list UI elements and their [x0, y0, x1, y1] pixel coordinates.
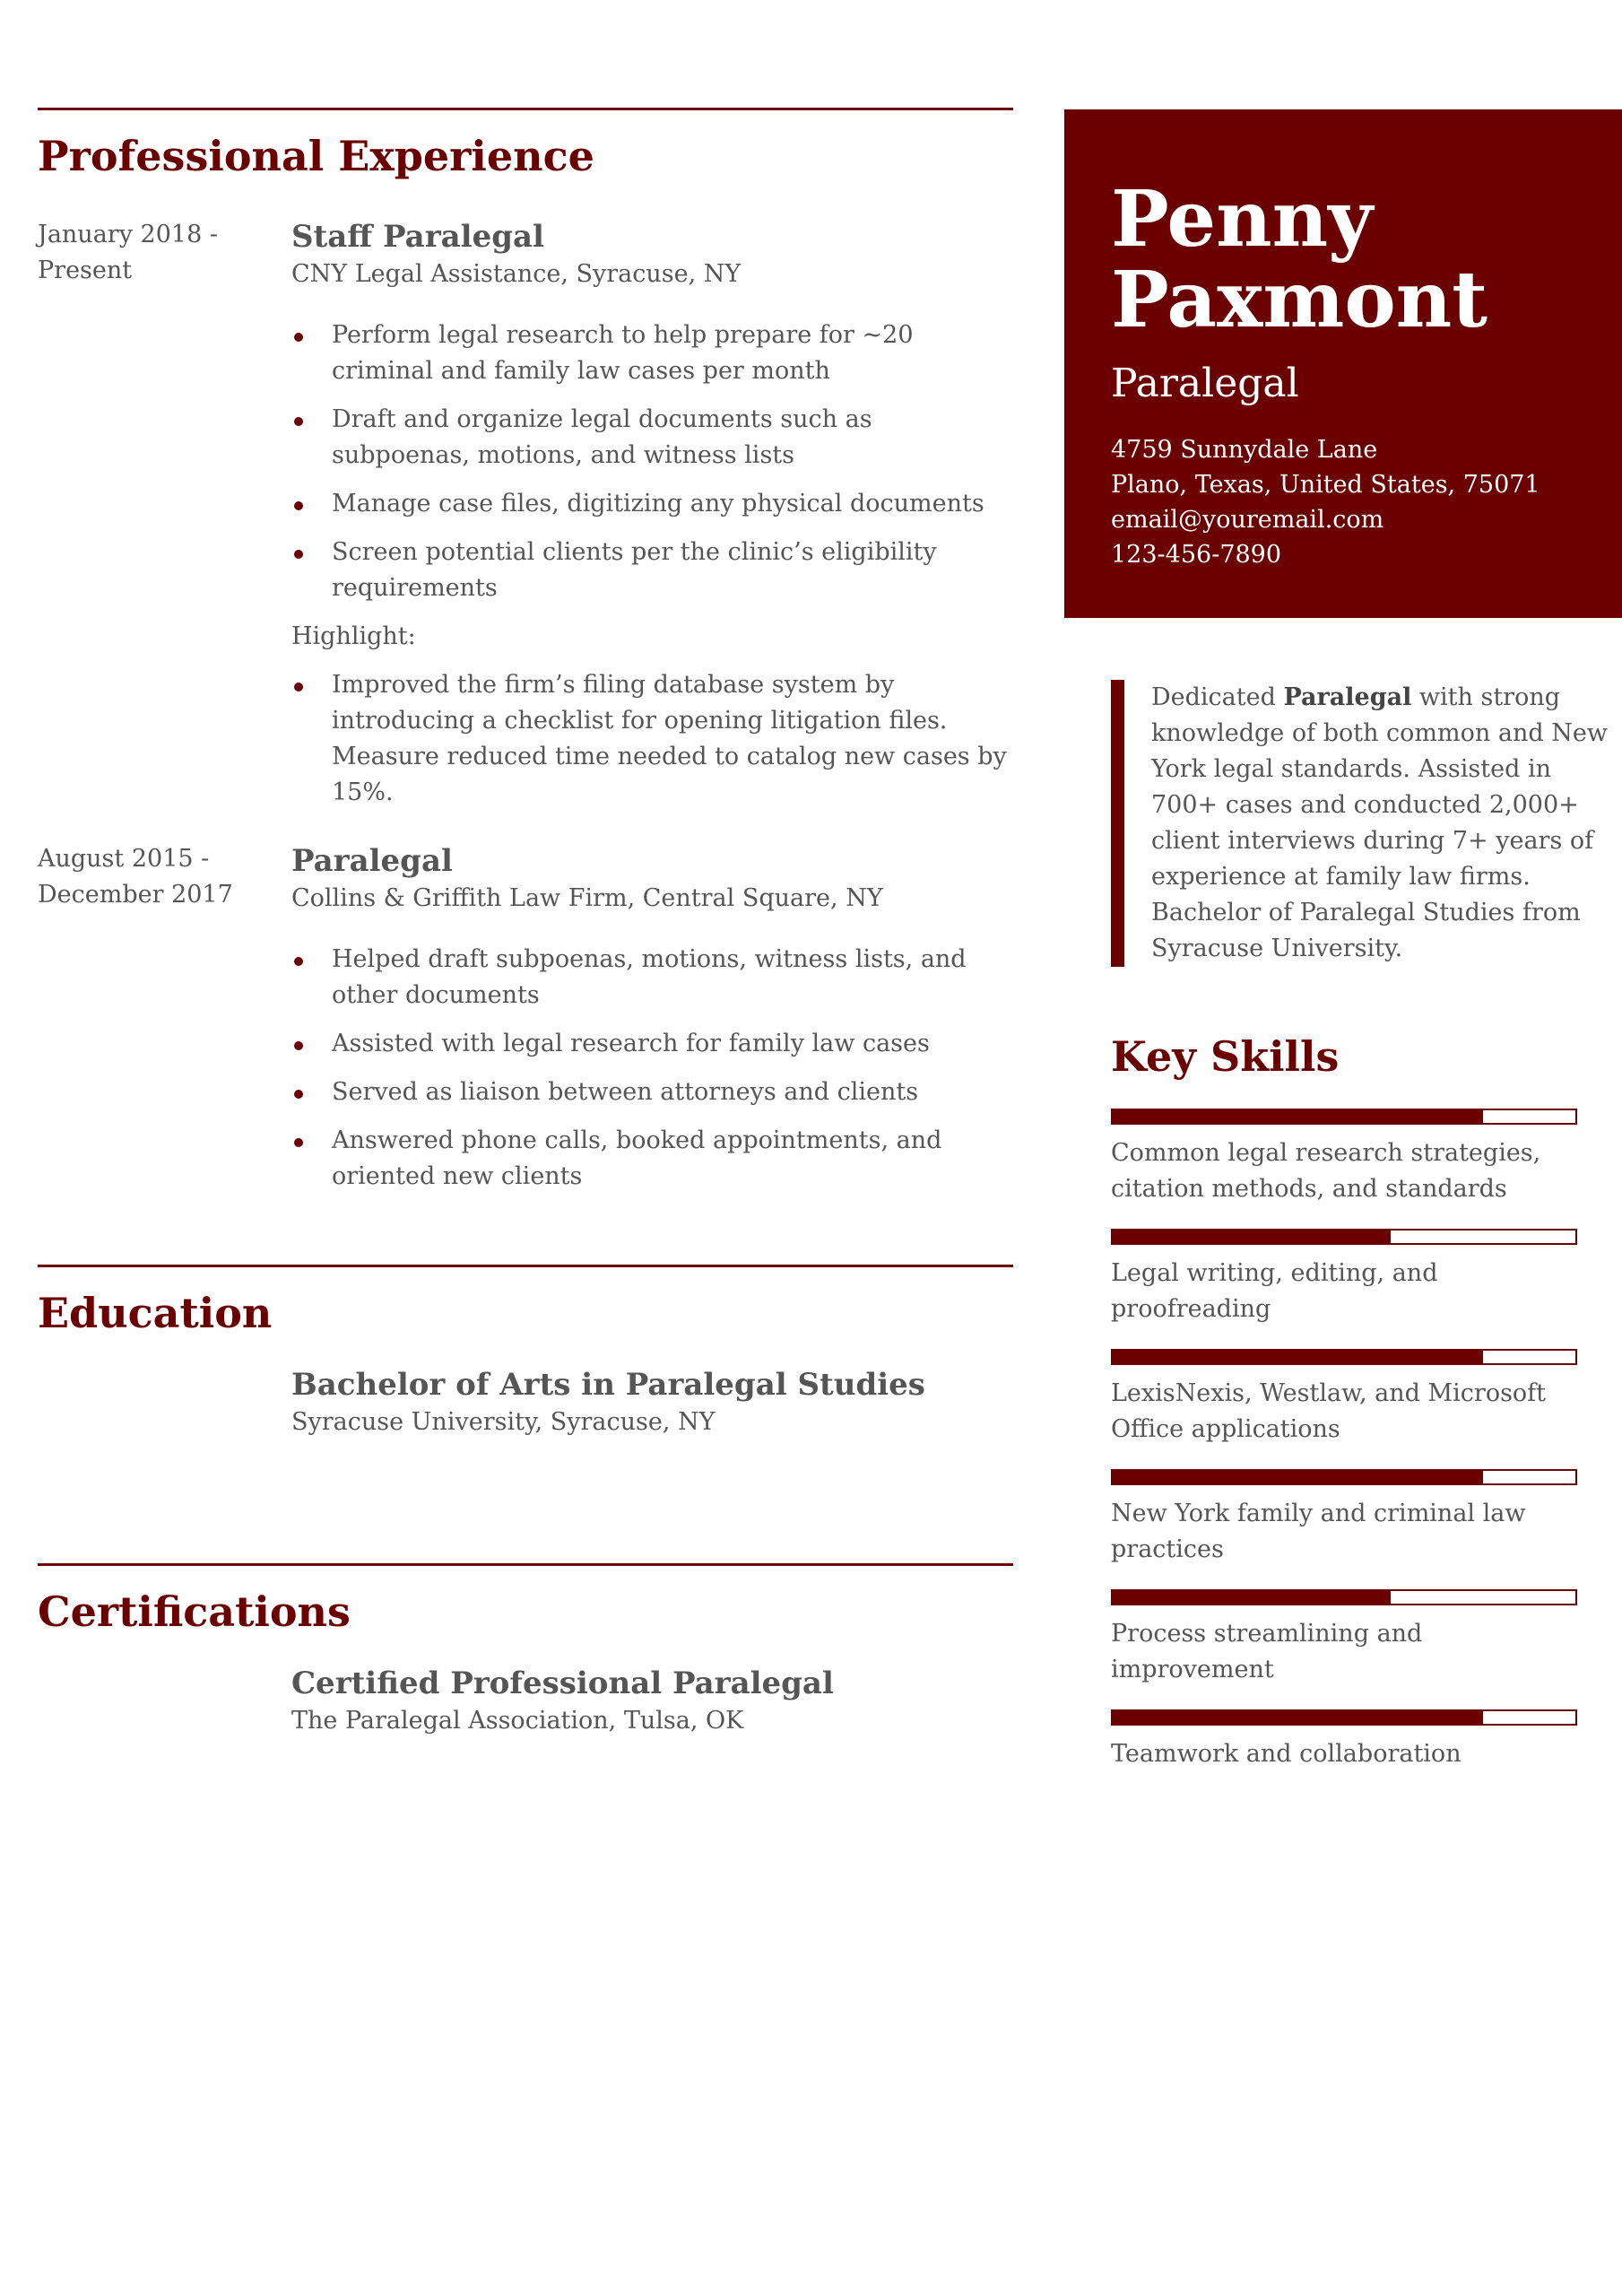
list-item	[291, 402, 1013, 474]
certification-entry	[291, 1664, 1013, 1739]
highlight-label: Highlight:	[291, 622, 416, 650]
bullet-text: Served as liaison between attorneys and clients	[332, 1077, 919, 1106]
skill-label: Common legal research strategies, citation methods, and standards	[1111, 1139, 1541, 1203]
job-bullet-list	[291, 942, 1013, 1195]
section-divider	[38, 108, 1013, 110]
last-name: Paxmont	[1111, 255, 1488, 345]
job-organization: CNY Legal Assistance, Syracuse, NY	[291, 259, 742, 288]
certifications-section	[38, 1563, 1013, 1739]
job-body	[291, 841, 1013, 1195]
skill-bar-fill	[1113, 1711, 1483, 1724]
job-date-end: December 2017	[38, 880, 233, 909]
skill-bar-fill	[1113, 1110, 1483, 1123]
job-entry	[38, 841, 1013, 1195]
bullet-icon	[294, 333, 303, 342]
list-item	[291, 942, 1013, 1013]
bullet-text: Draft and organize legal documents such as subpoenas, motions, and witness lists	[332, 404, 872, 469]
email: email@youremail.com	[1111, 506, 1384, 534]
list-item	[291, 486, 1013, 522]
job-date-end: Present	[38, 256, 133, 284]
list-item	[291, 535, 1013, 606]
phone: 123-456-7890	[1111, 541, 1282, 569]
skill-item	[1111, 1109, 1577, 1207]
address-line-1: 4759 Sunnydale Lane	[1111, 436, 1378, 464]
certification-name: Certified Professional Paralegal	[291, 1665, 834, 1701]
education-entry	[291, 1365, 1013, 1440]
highlight-list	[291, 667, 1013, 811]
skill-label: Process streamlining and improvement	[1111, 1620, 1423, 1683]
school-name: Syracuse University, Syracuse, NY	[291, 1407, 716, 1436]
skill-label: New York family and criminal law practices	[1111, 1500, 1526, 1563]
skill-bar-fill	[1113, 1471, 1483, 1483]
address-line-2: Plano, Texas, United States, 75071	[1111, 471, 1540, 499]
summary-bold: Paralegal	[1283, 683, 1412, 711]
list-item	[291, 1026, 1013, 1062]
highlight-text: Improved the firm’s filing database system by introducing a checklist for opening litigation files. Measure reduced time needed to catalog new cases by 15%.	[332, 670, 1007, 806]
job-date-start: January 2018 -	[38, 220, 218, 248]
skill-bar	[1111, 1109, 1577, 1125]
bullet-icon	[294, 957, 303, 966]
skill-bar	[1111, 1229, 1577, 1245]
skill-item	[1111, 1349, 1577, 1448]
first-name: Penny	[1111, 174, 1374, 265]
education-title: Education	[38, 1289, 273, 1337]
experience-section	[38, 108, 1013, 1207]
experience-title: Professional Experience	[38, 132, 594, 180]
bullet-text: Answered phone calls, booked appointments, and oriented new clients	[332, 1126, 942, 1190]
job-entry	[38, 217, 1013, 811]
bullet-text: Screen potential clients per the clinic’s eligibility requirements	[332, 537, 937, 602]
skill-bar	[1111, 1349, 1577, 1365]
skills-title: Key Skills	[1111, 1032, 1340, 1081]
bullet-text: Manage case files, digitizing any physical documents	[332, 489, 984, 517]
skill-bar-fill	[1113, 1351, 1483, 1363]
skill-bar-fill	[1113, 1591, 1391, 1604]
bullet-icon	[294, 683, 303, 691]
skill-bar	[1111, 1709, 1577, 1726]
skill-label: Legal writing, editing, and proofreading	[1111, 1259, 1438, 1323]
skill-label: Teamwork and collaboration	[1111, 1740, 1462, 1768]
job-title: Staff Paralegal	[291, 218, 544, 255]
skill-label: LexisNexis, Westlaw, and Microsoft Office applications	[1111, 1379, 1547, 1443]
job-date	[38, 841, 271, 913]
job-body	[291, 217, 1013, 811]
list-item	[291, 1123, 1013, 1195]
contact-info	[1111, 432, 1622, 572]
degree-title: Bachelor of Arts in Paralegal Studies	[291, 1366, 925, 1403]
job-title: Paralegal	[291, 842, 453, 879]
skill-bar-fill	[1113, 1231, 1391, 1243]
skills-list	[1111, 1109, 1577, 1772]
bullet-icon	[294, 1090, 303, 1099]
skill-bar	[1111, 1469, 1577, 1485]
summary-text-start: Dedicated	[1151, 683, 1284, 711]
job-date	[38, 217, 271, 289]
section-divider	[38, 1563, 1013, 1566]
education-section	[38, 1265, 1013, 1440]
skills-section	[1111, 1030, 1577, 1772]
bullet-icon	[294, 1041, 303, 1050]
job-bullet-list	[291, 317, 1013, 606]
skill-item	[1111, 1229, 1577, 1327]
certification-issuer: The Paralegal Association, Tulsa, OK	[291, 1706, 744, 1735]
skill-item	[1111, 1589, 1577, 1688]
certifications-title: Certifications	[38, 1587, 351, 1636]
skill-bar	[1111, 1589, 1577, 1605]
bullet-text: Helped draft subpoenas, motions, witness lists, and other documents	[332, 944, 967, 1009]
skill-item	[1111, 1469, 1577, 1568]
job-organization: Collins & Griffith Law Firm, Central Square, NY	[291, 883, 883, 912]
list-item	[291, 317, 1013, 389]
header-box	[1064, 109, 1622, 618]
bullet-icon	[294, 1138, 303, 1147]
bullet-text: Perform legal research to help prepare for ~20 criminal and family law cases per month	[332, 320, 914, 385]
summary	[1111, 680, 1618, 967]
bullet-icon	[294, 501, 303, 510]
bullet-text: Assisted with legal research for family law cases	[332, 1029, 930, 1057]
skill-item	[1111, 1709, 1577, 1772]
bullet-icon	[294, 417, 303, 426]
role-title: Paralegal	[1111, 361, 1299, 406]
list-item	[291, 1074, 1013, 1110]
job-date-start: August 2015 -	[38, 844, 210, 873]
list-item	[291, 667, 1013, 811]
summary-text-end: with strong knowledge of both common and New York legal standards. Assisted in 700+ cases and conducted 2,000+ client interviews during 7+ years of experience at family law firms. Bachelor of Paralegal Studies from Syracuse University.	[1151, 683, 1608, 962]
section-divider	[38, 1265, 1013, 1267]
bullet-icon	[294, 550, 303, 559]
